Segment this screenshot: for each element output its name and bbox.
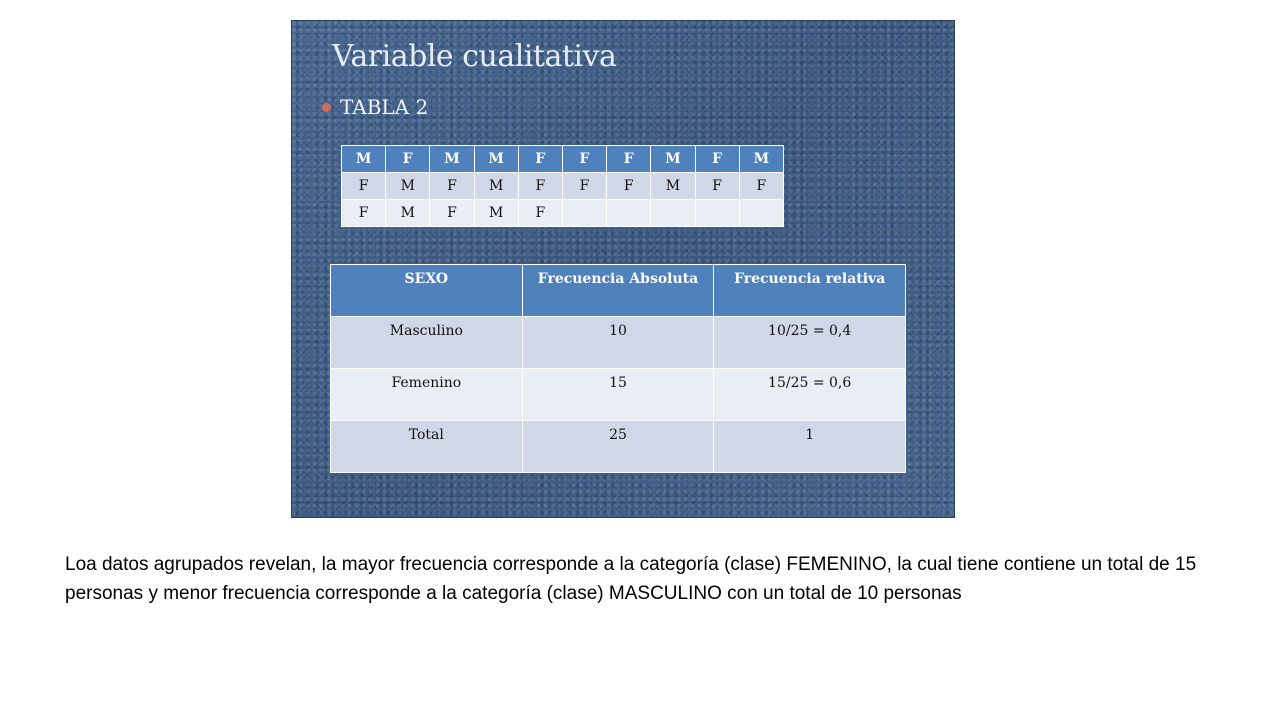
column-header-sexo: SEXO — [331, 265, 523, 317]
slide-title: Variable cualitativa — [332, 39, 617, 74]
table-cell: 15 — [522, 369, 714, 421]
table-cell — [607, 200, 651, 227]
table-cell: 1 — [714, 421, 906, 473]
table-row — [342, 146, 784, 173]
caption-text: Loa datos agrupados revelan, la mayor frecuencia corresponde a la categoría (clase) FEMENINO, la cual tiene contiene un total de 15 personas y menor frecuencia corresponde a la categoría (clase) MASCULINO con un total de 10 personas — [65, 554, 1197, 604]
table-cell: F — [430, 200, 474, 227]
table-cell: 15/25 = 0,6 — [714, 369, 906, 421]
table-cell: F — [607, 173, 651, 200]
table-cell: F — [607, 146, 651, 173]
table-cell: 10/25 = 0,4 — [714, 317, 906, 369]
table-cell — [562, 200, 606, 227]
table-cell: M — [739, 146, 783, 173]
table-cell: F — [386, 146, 430, 173]
table-cell: M — [651, 146, 695, 173]
table-cell: M — [651, 173, 695, 200]
table-cell: Total — [331, 421, 523, 473]
table-header-row — [331, 265, 906, 317]
table-cell: 10 — [522, 317, 714, 369]
bullet-item — [322, 95, 428, 119]
table-cell: M — [386, 173, 430, 200]
table-cell: F — [342, 200, 386, 227]
table-row — [342, 173, 784, 200]
slide-image — [291, 20, 955, 518]
table-cell: F — [562, 146, 606, 173]
table-cell: M — [474, 173, 518, 200]
column-header-frecuencia-absoluta: Frecuencia Absoluta — [522, 265, 714, 317]
column-header-frecuencia-relativa: Frecuencia relativa — [714, 265, 906, 317]
table-cell: M — [474, 146, 518, 173]
table-cell: F — [430, 173, 474, 200]
bullet-dot-icon — [322, 103, 331, 112]
table-row — [331, 369, 906, 421]
table-cell: F — [342, 173, 386, 200]
table-cell: Masculino — [331, 317, 523, 369]
frequency-table — [330, 264, 906, 473]
table-cell: F — [518, 146, 562, 173]
table-row — [342, 200, 784, 227]
table-cell: F — [562, 173, 606, 200]
table-cell: M — [430, 146, 474, 173]
table-cell: F — [695, 173, 739, 200]
table-cell: F — [518, 200, 562, 227]
table-cell — [651, 200, 695, 227]
table-cell: M — [386, 200, 430, 227]
table-cell: 25 — [522, 421, 714, 473]
table-cell: F — [739, 173, 783, 200]
table-cell — [695, 200, 739, 227]
table-row — [331, 317, 906, 369]
table-cell: M — [342, 146, 386, 173]
table-cell: M — [474, 200, 518, 227]
table-cell — [739, 200, 783, 227]
bullet-text: TABLA 2 — [340, 95, 429, 119]
raw-data-table — [341, 145, 784, 227]
table-row — [331, 421, 906, 473]
table-cell: F — [518, 173, 562, 200]
table-cell: Femenino — [331, 369, 523, 421]
table-cell: F — [695, 146, 739, 173]
